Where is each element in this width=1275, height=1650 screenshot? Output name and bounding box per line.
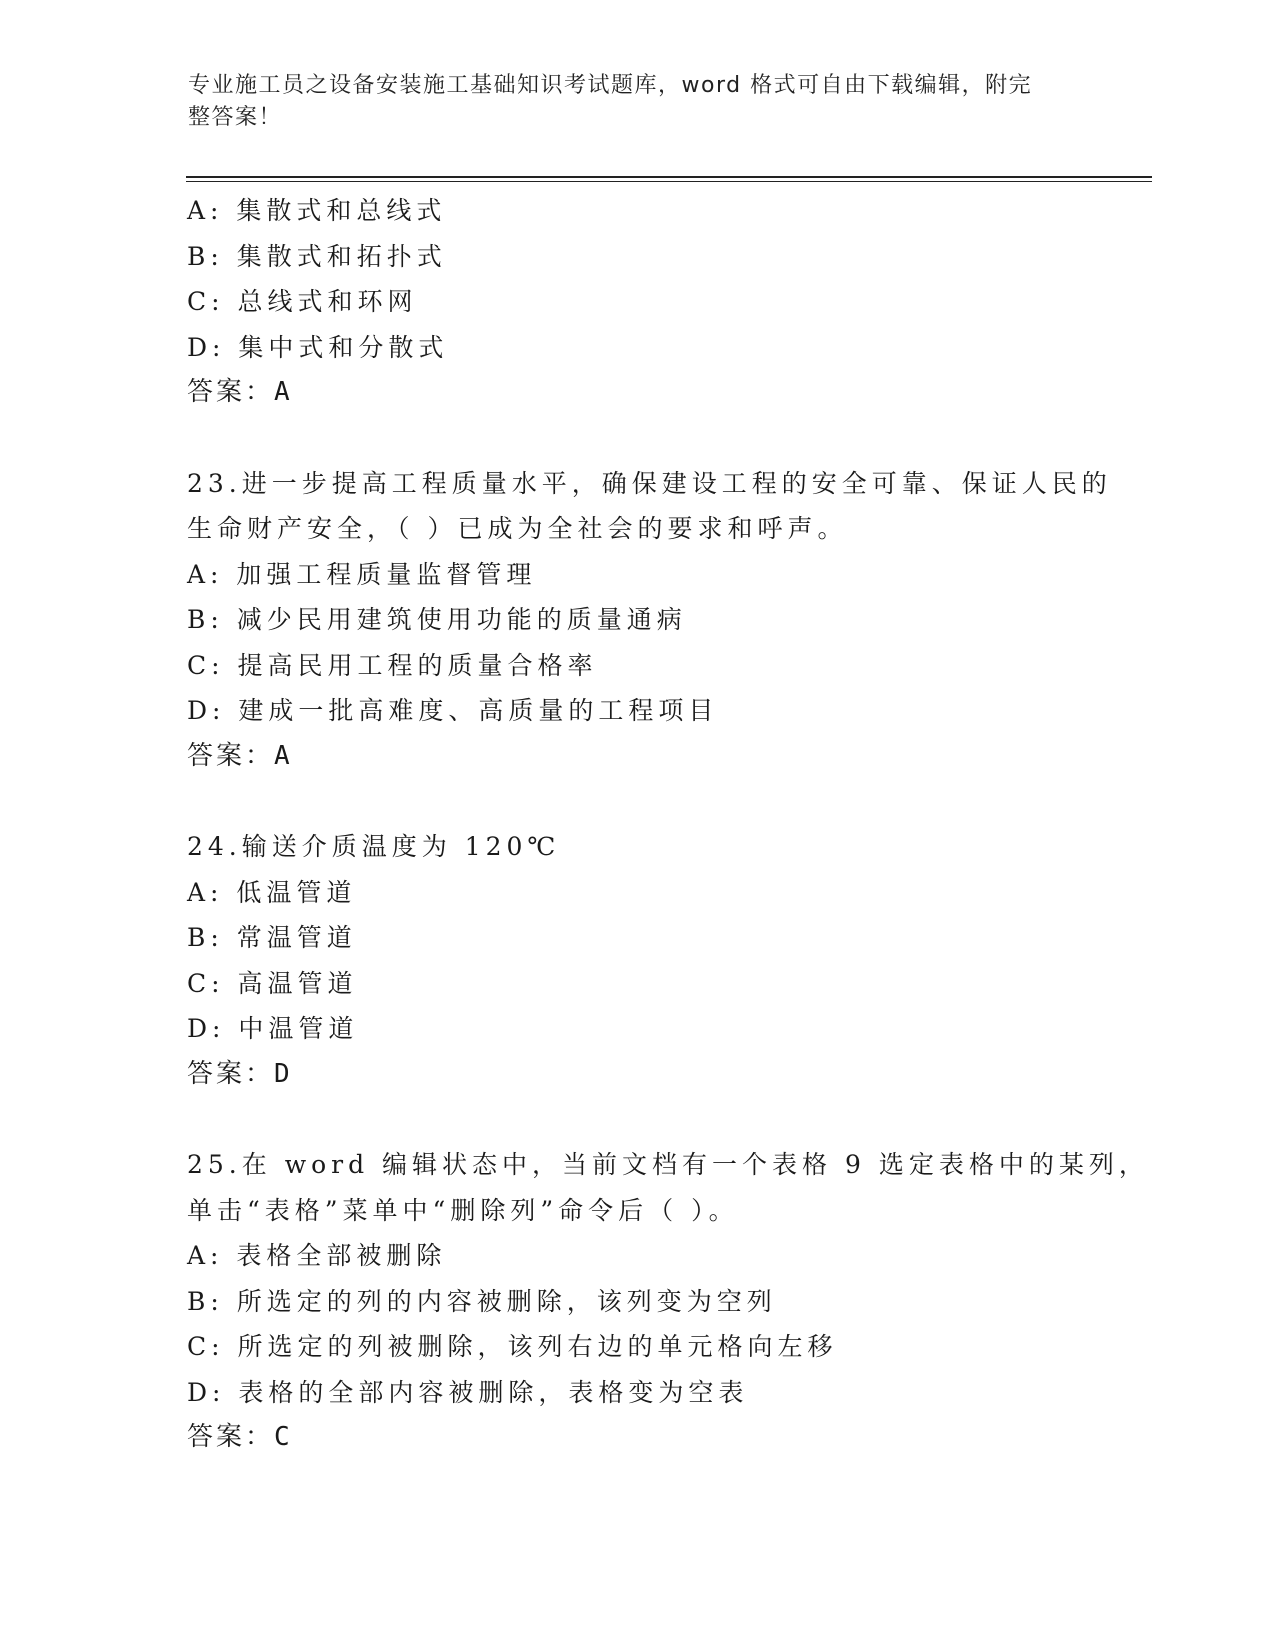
question-stem-line-2: 生命财产安全，（ ）已成为全社会的要求和呼声。 [187, 514, 848, 543]
answer-value: D [274, 1058, 293, 1089]
answer-line [187, 370, 1087, 416]
header-line-2: 整答案！ [188, 105, 283, 130]
header-rule-thin [186, 181, 1152, 182]
question-stem-line-2: 单击“表格”菜单中“删除列”命令后（ ）。 [187, 1195, 739, 1225]
answer-value: A [274, 377, 293, 407]
answer-value: C [274, 1422, 293, 1452]
answer-label: 答案： [187, 377, 275, 407]
answer-line [187, 1415, 1087, 1461]
option-c: C: 高温管道 [187, 968, 358, 998]
option-a: A: 加强工程质量监督管理 [187, 559, 537, 589]
option-d: D: 建成一批高难度、高质量的工程项目 [187, 696, 719, 725]
option-d: D: 集中式和分散式 [187, 332, 449, 362]
question-stem-line-1: 23.进一步提高工程质量水平，确保建设工程的安全可靠、保证人民的 [187, 468, 1112, 498]
answer-line [187, 734, 1087, 780]
question-22 [187, 188, 1087, 416]
option-b: B: 集散式和拓扑式 [187, 241, 447, 271]
question-23 [187, 461, 1112, 780]
answer-label: 答案： [187, 740, 275, 771]
option-c: C: 总线式和环网 [187, 287, 418, 316]
question-25 [187, 1142, 1149, 1461]
header-line-1: 专业施工员之设备安装施工基础知识考试题库，word 格式可自由下载编辑，附完 [188, 73, 1033, 98]
answer-value: A [274, 740, 293, 771]
option-c: C: 所选定的列被删除，该列右边的单元格向左移 [187, 1332, 838, 1361]
option-a: A: 集散式和总线式 [187, 196, 447, 225]
header-rule-thick [186, 176, 1152, 178]
option-b: B: 常温管道 [187, 923, 357, 952]
option-a: A: 表格全部被删除 [187, 1241, 447, 1270]
question-stem-line-1: 24.输送介质温度为 120℃ [187, 832, 561, 861]
option-a: A: 低温管道 [187, 877, 357, 907]
option-c: C: 提高民用工程的质量合格率 [187, 650, 598, 680]
option-b: B: 减少民用建筑使用功能的质量通病 [187, 605, 687, 634]
document-header [188, 70, 1068, 134]
question-stem-line-1: 25.在 word 编辑状态中，当前文档有一个表格 9 选定表格中的某列， [187, 1150, 1149, 1179]
option-b: B: 所选定的列的内容被删除，该列变为空列 [187, 1286, 777, 1316]
question-list [187, 188, 1149, 1461]
option-d: D: 表格的全部内容被删除，表格变为空表 [187, 1377, 749, 1407]
answer-label: 答案： [187, 1058, 275, 1089]
answer-label: 答案： [187, 1422, 275, 1452]
answer-line [187, 1052, 1087, 1098]
question-24 [187, 824, 1087, 1097]
option-d: D: 中温管道 [187, 1014, 359, 1043]
